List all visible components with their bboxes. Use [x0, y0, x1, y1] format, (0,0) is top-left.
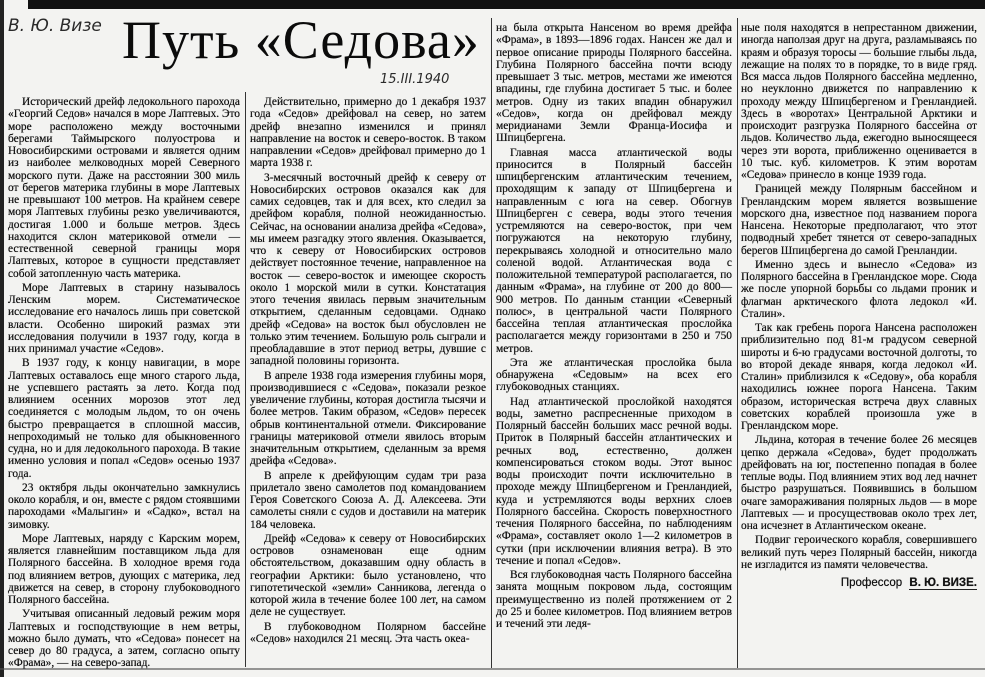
- article-column-1: [8, 96, 240, 672]
- paragraph: Вся глубоководная часть Полярного бассейна занята мощным покровом льда, состоящим преимущественно из полей протяжением от 2 до 25 и более километров. Под влиянием ветров и течений эти ледя-: [496, 569, 732, 630]
- signature-name: В. Ю. ВИЗЕ.: [909, 577, 977, 589]
- paragraph: Учитывая описанный ледовый режим моря Лаптевых и господствующие в нем ветры, можно было думать, что «Седова» понесет на север до 80 градуса, а затем, согласно опыту «Фрама», — на северо-запад.: [8, 608, 240, 670]
- top-border: [28, 0, 985, 9]
- handwritten-date-note: 15.III.1940: [380, 72, 450, 87]
- paragraph: Льдина, которая в течение более 26 месяцев цепко держала «Седова», будет продолжать дрейфовать на юг, постепенно попадая в более теплые воды. Под влиянием этих вод лед начнет быстро разрушаться. Появившись в большом очаге замораживания полярных льдов — в море Лаптевых — и просуществовав около трех лет, она исчезнет в Атлантическом океане.: [741, 434, 977, 532]
- paragraph: Главная масса атлантической воды приносится в Полярный бассейн шпицбергенским атлантическим течением, проходящим к западу от Шпицбергена и направленным с юга на север. Обогнув Шпицберген с севера, воды этого течения устремляются на северо-восток, при чем погружаются на некоторую глубину, перекрываясь холодной и относительно мало соленой водой. Атлантическая вода с положительной температурой располагается, по данным «Фрама», на глубине от 200 до 800—900 метров. По данным станции «Северный полюс», в центральной части Полярного бассейна теплая атлантическая прослойка располагается между горизонтами в 250 и 750 метров.: [496, 146, 732, 355]
- paragraph: на была открыта Нансеном во время дрейфа «Фрама», в 1893—1896 годах. Нансен же дал и первое описание природы Полярного бассейна. Глубина Полярного бассейна почти всюду превышает 3 тыс. метров, местами же имеются впадины, где глубина достигает 5 тыс. и более метров. Одну из таких впадин обнаружил «Седов», когда он дрейфовал между меридианами Земли Франца-Иосифа и Шпицбергена.: [496, 22, 732, 145]
- paragraph: 23 октября льды окончательно замкнулись около корабля, и он, вместе с рядом стоявшими пароходами «Малыгин» и «Садко», встал на зимовку.: [8, 481, 240, 531]
- paragraph: Море Лаптевых, наряду с Карским морем, является главнейшим поставщиком льда для Полярного бассейна. В холодное время года под влиянием ветров, дующих с материка, лед движется на север, в сторону глубоководного Полярного бассейна.: [8, 532, 240, 606]
- paragraph: В апреле 1938 года измерения глубины моря, производившиеся с «Седова», показали резкое увеличение глубины, которая достигла тысячи и более метров. Таким образом, «Седов» пересек обрыв континентальной отмели. Фиксирование границы материковой отмели явилось вторым значительным открытием, сделанным за время дрейфа «Седова».: [250, 369, 486, 468]
- paragraph: Действительно, примерно до 1 декабря 1937 года «Седов» дрейфовал на север, но затем дрейф внезапно изменился и принял направление на восток и северо-восток. В таком направлении «Седов» дрейфовал примерно до 1 марта 1938 г.: [250, 96, 486, 170]
- paragraph: Эта же атлантическая прослойка была обнаружена «Седовым» на всех его глубоководных станциях.: [496, 356, 732, 394]
- article-title: Путь «Седова»: [122, 10, 480, 70]
- paragraph: Над атлантической прослойкой находятся воды, заметно распресненные приходом в Полярный бассейн больших масс речной воды. Приток в Полярный бассейн атлантических и речных вод, естественно, должен компенсироваться стоком воды. Этот вынос воды происходит почти исключительно в проходе между Шпицбергеном и Гренландией, куда и устремляются воды верхних слоев Полярного бассейна. Скорость поверхностного течения Полярного бассейна, по наблюдениям «Фрама», составляет около 1—2 километров в сутки (при исключении влияния ветра). В это течение и попал «Седов».: [496, 395, 732, 567]
- article-column-2: [250, 96, 486, 647]
- paragraph: Так как гребень порога Нансена расположен приблизительно под 81-м градусом северной широты и 6-ю градусами восточной долготы, то во второй декаде января, когда ледокол «И. Сталин» приблизился к «Седову», оба корабля находились южнее порога Нансена. Таким образом, историческая встреча двух славных советских кораблей произошла уже в Гренландском море.: [741, 322, 977, 432]
- signature-prefix: Профессор: [840, 577, 903, 589]
- paragraph: Дрейф «Седова» к северу от Новосибирских островов ознаменован еще одним обстоятельством, доказавшим одну область в географии Арктики: было установлено, что гипотетической «земли» Санникова, легенда о которой жила в течение более 100 лет, на самом деле не существует.: [250, 532, 486, 619]
- paragraph: 3-месячный восточный дрейф к северу от Новосибирских островов оказался как для самих седовцев, так и для всех, кто следил за дрейфом корабля, полной неожиданностью. Сейчас, на основании анализа дрейфа «Седова», мы имеем разгадку этого явления. Оказывается, что к северу от Новосибирских островов действует постоянное течение, направленное на восток — северо-восток и имеющее скорость около 1 морской мили в сутки. Констатация этого течения явилась первым значительным открытием, сделанным седовцами. Однако дрейф «Седова» на восток был обусловлен не только этим течением. Большую роль сыграли и преобладавшие в этот период ветры, дувшие с западной половины горизонта.: [250, 171, 486, 368]
- paragraph: Подвиг героического корабля, совершившего великий путь через Полярный бассейн, никогда не изгладится из памяти человечества.: [741, 534, 977, 571]
- paragraph: В 1937 году, к концу навигации, в море Лаптевых оставалось еще много старого льда, не успевшего растаять за лето. Когда под влиянием осенних морозов этот лед соединяется с молодым льдом, то он очень быстро превращается в сплошной массив, непроходимый не только для обыкновенного судна, но и для ледокольного парохода. В такие именно условия и попал «Седов» осенью 1937 года.: [8, 357, 240, 480]
- handwritten-author-note: В. Ю. Визе: [8, 16, 102, 36]
- article-column-3: [496, 22, 732, 632]
- paragraph: Море Лаптевых в старину называлось Ленским морем. Систематическое исследование его началось лишь при советской власти. Особенно широкий размах эти исследования получили в 1937 году, когда в них принимал участие «Седов».: [8, 281, 240, 355]
- paragraph: В апреле к дрейфующим судам три раза прилетало звено самолетов под командованием Героя Советского Союза А. Д. Алексеева. Эти самолеты сняли с судов и доставили на материк 184 человека.: [250, 469, 486, 531]
- article-column-4: [741, 22, 977, 589]
- column-rule: [491, 18, 492, 668]
- column-rule: [245, 92, 246, 667]
- paragraph: Именно здесь и вынесло «Седова» из Полярного бассейна в Гренландское море. Сюда же после упорной борьбы со льдами проник и флагман арктического флота ледокол «И. Сталин».: [741, 258, 977, 320]
- left-border: [0, 0, 4, 677]
- paragraph: В глубоководном Полярном бассейне «Седов» находился 21 месяц. Эта часть океа-: [250, 620, 486, 645]
- column-rule: [737, 18, 738, 668]
- author-signature: [741, 577, 977, 589]
- paragraph: ные поля находятся в непрестанном движении, иногда наползая друг на друга, разламываясь по краям и образуя торосы — большие глыбы льда, лежащие на полях то в порядке, то в виде гряд. Вся масса льдов Полярного бассейна медленно, но неуклонно движется по направлению к проходу между Шпицбергеном и Гренландией. Здесь в «воротах» Центральной Арктики и происходит разгрузка Полярного бассейна от льдов. Количество льда, ежегодно выносящееся через эти ворота, приближенно оценивается в 10 тыс. куб. километров. К этим воротам «Седова» принесло в конце 1939 года.: [741, 22, 977, 181]
- paragraph: Границей между Полярным бассейном и Гренландским морем является возвышение морского дна, известное под названием порога Нансена. Некоторые предполагают, что этот подводный хребет тянется от северо-западных берегов Шпицбергена до самой Гренландии.: [741, 183, 977, 257]
- paragraph: Исторический дрейф ледокольного парохода «Георгий Седов» начался в море Лаптевых. Это море расположено между восточными берегами Таймырского полуострова и Новосибирскими островами и является одним из наиболее мелководных морей Северного морского пути. Даже на расстоянии 300 миль от берегов материка глубины в море Лаптевых не превышают 100 метров. На крайнем севере моря Лаптевых глубины резко увеличиваются, достигая 1.000 и больше метров. Здесь находится склон материковой отмели — естественной северной границы моря Лаптевых, которое в сущности представляет собой затопленную часть материка.: [8, 96, 240, 280]
